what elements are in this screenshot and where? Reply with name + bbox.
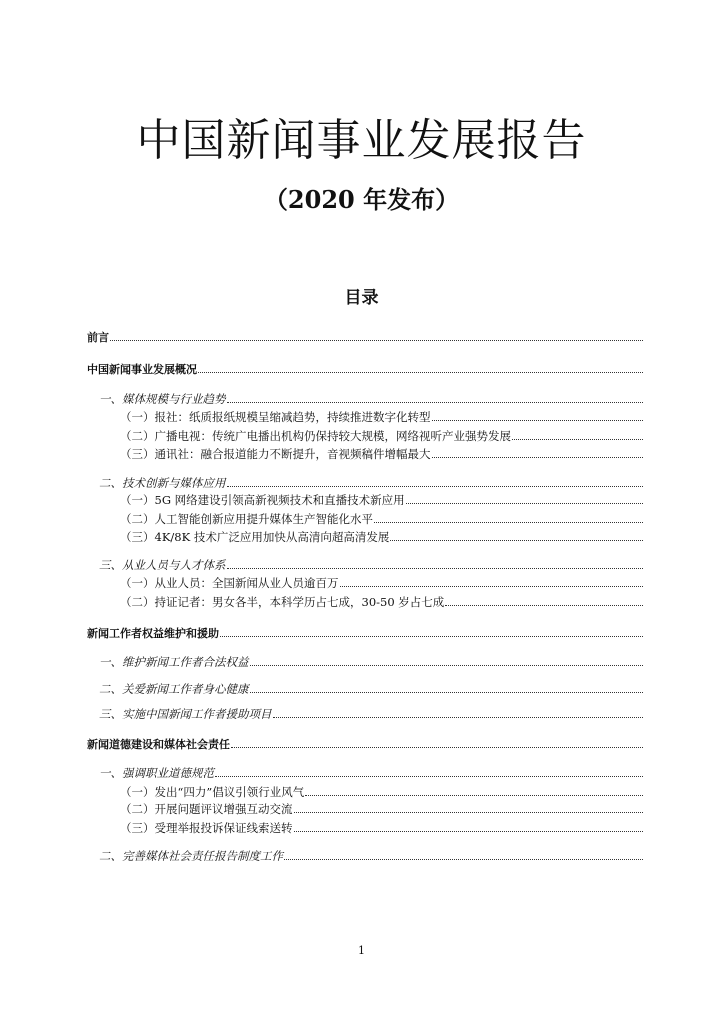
- toc-entry-label: （二）开展问题评议增强互动交流: [120, 802, 293, 816]
- dot-leader: [390, 539, 643, 541]
- toc-entry-label: （一）5G 网络建设引领高新视频技术和直播技术新应用: [120, 493, 405, 507]
- dot-leader: [340, 585, 644, 587]
- toc-subsection[interactable]: [120, 511, 643, 527]
- toc-entry-label: 二、完善媒体社会责任报告制度工作: [99, 849, 283, 863]
- toc-subsection[interactable]: [120, 575, 643, 591]
- dot-leader: [227, 485, 644, 487]
- page-number: 1: [358, 944, 365, 957]
- toc-entry-label: 新闻道德建设和媒体社会责任: [87, 738, 230, 751]
- dot-leader: [374, 521, 643, 523]
- dot-leader: [227, 567, 644, 569]
- toc-subsection[interactable]: [120, 820, 643, 836]
- toc-chapter[interactable]: [99, 475, 643, 491]
- dot-leader: [284, 858, 643, 860]
- toc-entry-label: 二、关爱新闻工作者身心健康: [99, 682, 249, 696]
- toc-chapter[interactable]: [99, 706, 643, 722]
- toc-entry-label: 中国新闻事业发展概况: [87, 363, 197, 376]
- toc-entry-label: （一）报社：纸质报纸规模呈缩减趋势，持续推进数字化转型: [120, 410, 431, 424]
- dot-leader: [445, 604, 643, 606]
- toc-section[interactable]: [87, 626, 643, 642]
- dot-leader: [231, 746, 643, 748]
- toc-entry-label: 一、强调职业道德规范: [99, 766, 214, 780]
- dot-leader: [432, 419, 644, 421]
- dot-leader: [215, 775, 643, 777]
- dot-leader: [294, 830, 644, 832]
- dot-leader: [250, 691, 644, 693]
- document-subtitle: （2020 年发布）: [263, 185, 460, 214]
- toc-chapter[interactable]: [99, 391, 643, 407]
- dot-leader: [512, 438, 643, 440]
- dot-leader: [432, 456, 644, 458]
- toc-chapter[interactable]: [99, 848, 643, 864]
- dot-leader: [227, 401, 644, 403]
- toc-chapter[interactable]: [99, 654, 643, 670]
- toc-chapter[interactable]: [99, 557, 643, 573]
- dot-leader: [220, 635, 643, 637]
- document-title: 中国新闻事业发展报告: [136, 115, 587, 166]
- dot-leader: [294, 811, 644, 813]
- toc-subsection[interactable]: [120, 492, 643, 508]
- toc-subsection[interactable]: [120, 446, 643, 462]
- toc-heading: 目录: [344, 288, 379, 308]
- toc-entry-label: （三）通讯社：融合报道能力不断提升，音视频稿件增幅最大: [120, 447, 431, 461]
- toc-entry-label: 三、实施中国新闻工作者援助项目: [99, 707, 272, 721]
- toc-entry-label: （三）受理举报投诉保证线索送转: [120, 821, 293, 835]
- dot-leader: [198, 371, 643, 373]
- toc-subsection[interactable]: [120, 784, 643, 800]
- dot-leader: [305, 794, 643, 796]
- toc-entry-label: （二）持证记者：男女各半，本科学历占七成，30-50 岁占七成: [120, 595, 445, 609]
- toc-subsection[interactable]: [120, 529, 643, 545]
- toc-section[interactable]: [87, 362, 643, 378]
- toc-entry-label: （二）广播电视：传统广电播出机构仍保持较大规模，网络视听产业强势发展: [120, 429, 511, 443]
- toc-entry-label: 三、从业人员与人才体系: [99, 558, 226, 572]
- toc-subsection[interactable]: [120, 594, 643, 610]
- toc-section[interactable]: [87, 330, 643, 346]
- toc-entry-label: （三）4K/8K 技术广泛应用加快从高清向超高清发展: [120, 530, 390, 544]
- toc-subsection[interactable]: [120, 428, 643, 444]
- toc-chapter[interactable]: [99, 765, 643, 781]
- toc-entry-label: 一、维护新闻工作者合法权益: [99, 655, 249, 669]
- dot-leader: [406, 502, 643, 504]
- toc-entry-label: 二、技术创新与媒体应用: [99, 476, 226, 490]
- dot-leader: [110, 339, 643, 341]
- toc-chapter[interactable]: [99, 681, 643, 697]
- toc-section[interactable]: [87, 737, 643, 753]
- toc-subsection[interactable]: [120, 409, 643, 425]
- toc-entry-label: （二）人工智能创新应用提升媒体生产智能化水平: [120, 512, 373, 526]
- toc-entry-label: 新闻工作者权益维护和援助: [87, 627, 219, 640]
- toc-entry-label: 前言: [87, 331, 109, 344]
- toc-entry-label: （一）发出“四力”倡议引领行业风气: [120, 785, 305, 799]
- dot-leader: [273, 716, 644, 718]
- dot-leader: [250, 664, 644, 666]
- toc-entry-label: 一、媒体规模与行业趋势: [99, 392, 226, 406]
- toc-entry-label: （一）从业人员：全国新闻从业人员逾百万: [120, 576, 339, 590]
- toc-subsection[interactable]: [120, 801, 643, 817]
